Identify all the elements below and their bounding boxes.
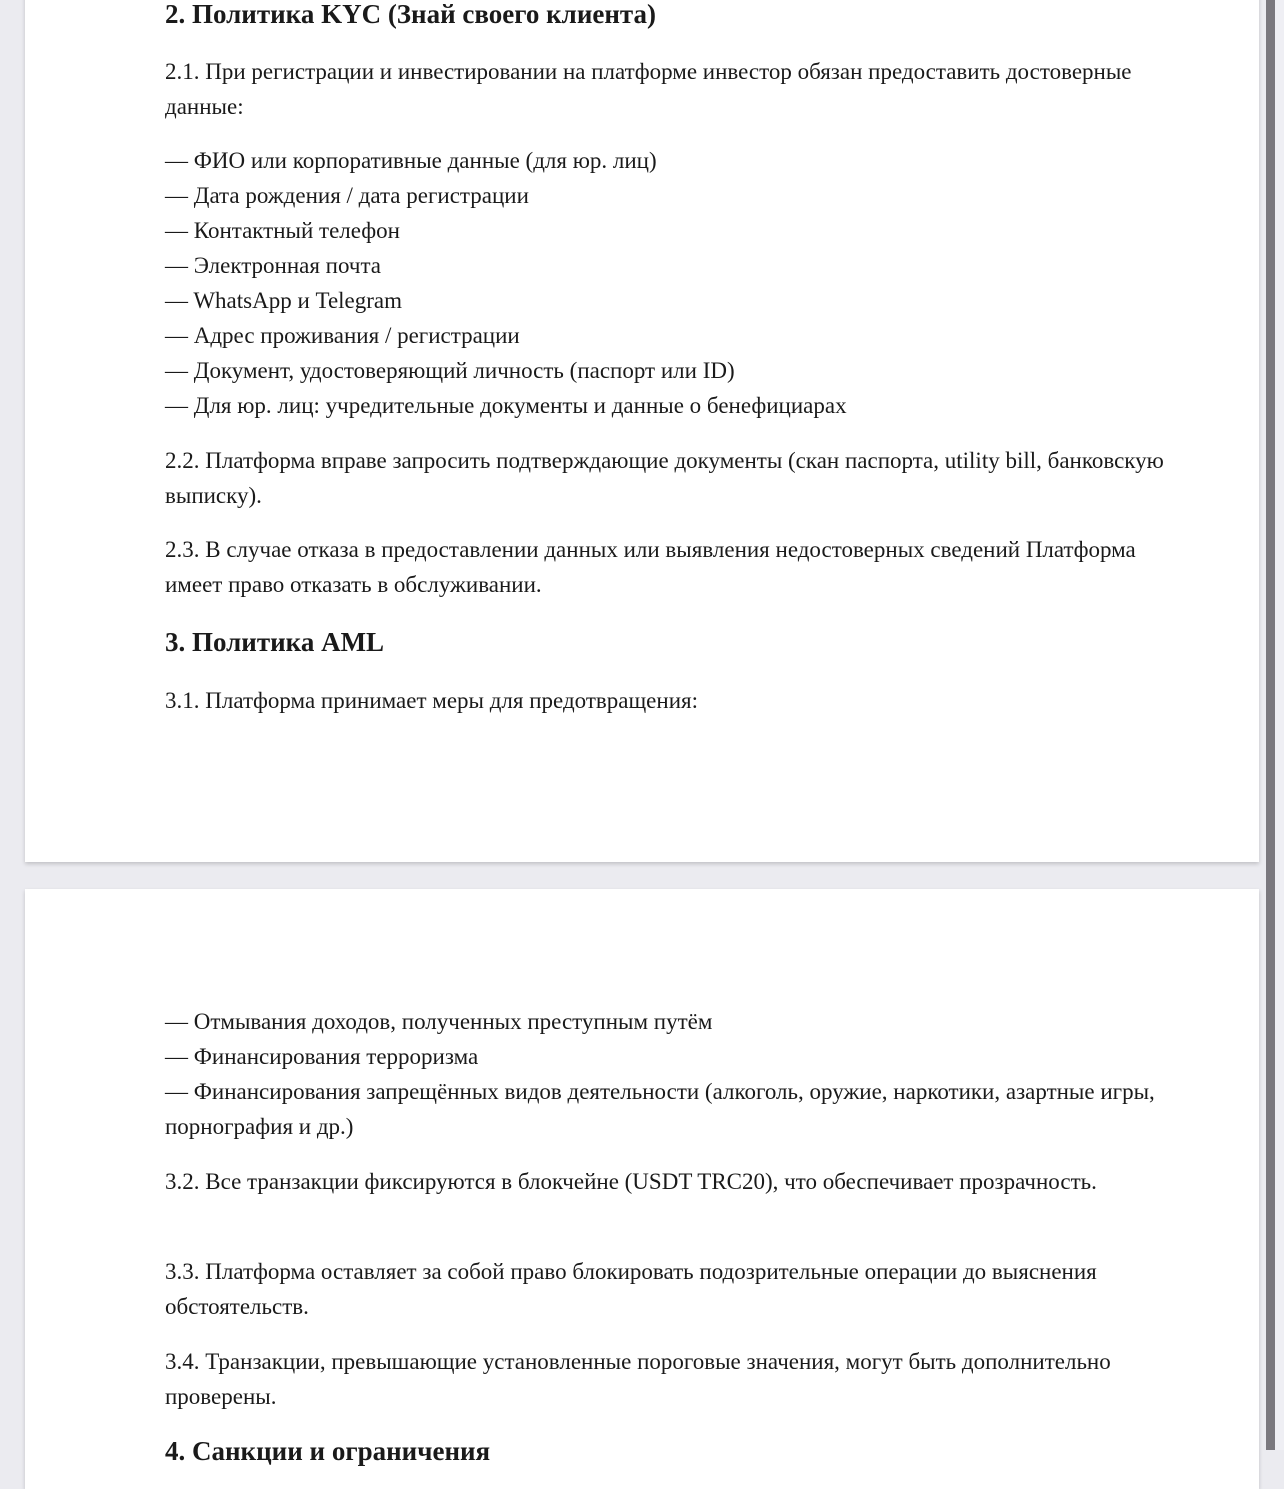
list-item: — Для юр. лиц: учредительные документы и данные о бенефициарах [165,393,847,418]
scrollbar-track[interactable] [1275,0,1284,1450]
list-item: — WhatsApp и Telegram [165,288,403,313]
paragraph-3-4: 3.4. Транзакции, превышающие установленные пороговые значения, могут быть дополнительно проверены. [165,1349,1111,1409]
list-item: — Адрес проживания / регистрации [165,323,520,348]
paragraph-3-3: 3.3. Платформа оставляет за собой право блокировать подозрительные операции до выяснения обстоятельств. [165,1259,1097,1319]
paragraph-3-1: 3.1. Платформа принимает меры для предотвращения: [165,688,698,713]
paragraph-2-1: 2.1. При регистрации и инвестировании на платформе инвестор обязан предоставить достоверные данные: [165,59,1132,119]
kyc-data-list [165,143,1170,423]
list-item: — Электронная почта [165,253,381,278]
list-item: — Финансирования терроризма [165,1044,479,1069]
list-item: — Финансирования запрещённых видов деятельности (алкоголь, оружие, наркотики, азартные игры, порнография и др.) [165,1079,1155,1139]
section-4-heading: 4. Санкции и ограничения [165,1436,491,1466]
aml-list [165,1004,1170,1144]
document-page-1 [25,0,1259,862]
section-3-heading: 3. Политика AML [165,627,385,657]
list-item: — Документ, удостоверяющий личность (паспорт или ID) [165,358,735,383]
paragraph-3-2: 3.2. Все транзакции фиксируются в блокчейне (USDT TRC20), что обеспечивает прозрачность. [165,1169,1097,1194]
list-item: — ФИО или корпоративные данные (для юр. лиц) [165,148,657,173]
list-item: — Отмывания доходов, полученных преступным путём [165,1009,713,1034]
list-item: — Контактный телефон [165,218,400,243]
list-item: — Дата рождения / дата регистрации [165,183,529,208]
section-2-heading: 2. Политика KYC (Знай своего клиента) [165,0,657,29]
paragraph-2-2: 2.2. Платформа вправе запросить подтверждающие документы (скан паспорта, utility bill, банковскую выписку). [165,448,1164,508]
paragraph-2-3: 2.3. В случае отказа в предоставлении данных или выявления недостоверных сведений Платформа имеет право отказать в обслуживании. [165,537,1136,597]
scrollbar-thumb[interactable] [1266,0,1275,1450]
document-page-2 [25,889,1259,1489]
